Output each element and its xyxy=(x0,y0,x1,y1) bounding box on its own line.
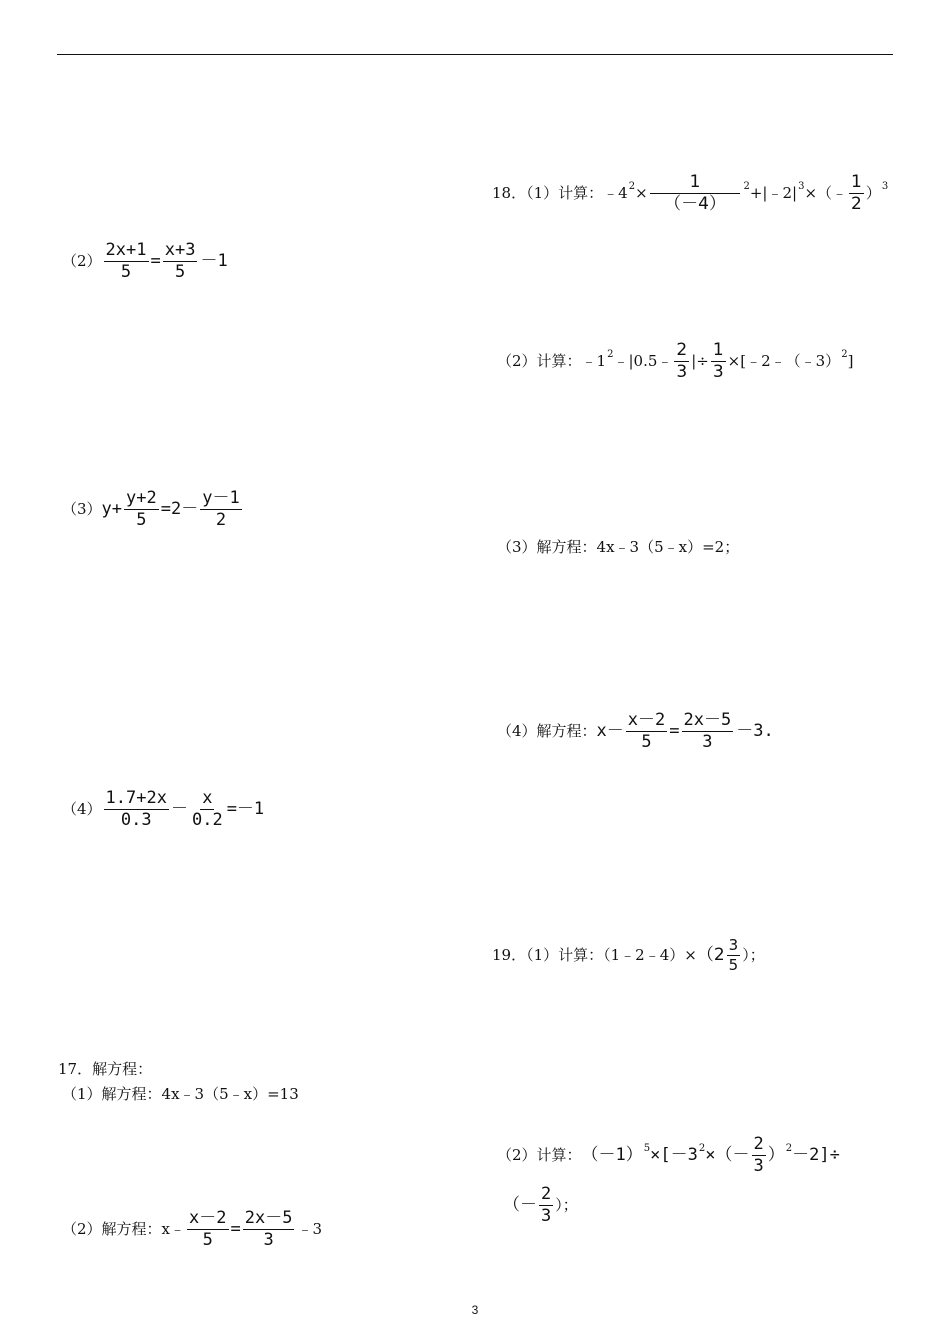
exponent: 3 xyxy=(881,180,889,192)
problem-16-3 xyxy=(62,490,244,529)
exponent: 2 xyxy=(785,1142,793,1154)
problem-18-3: （3）解方程：4x﹣3（5﹣x）=2； xyxy=(497,538,740,556)
expression-open: （－ xyxy=(503,1195,537,1215)
exponent: 2 xyxy=(607,348,614,360)
fraction xyxy=(752,1136,766,1175)
expression-tail: ） xyxy=(865,184,881,202)
item-label: （2）计算： xyxy=(497,1146,582,1164)
expression-middle: ﹣|0.5﹣ xyxy=(613,352,673,370)
expression-tail: －2]÷ xyxy=(792,1145,840,1165)
item-label: （2）解方程：x﹣ xyxy=(62,1220,186,1238)
bracket-close: ）； xyxy=(555,1196,578,1214)
fraction xyxy=(539,1186,553,1225)
denominator: 3 xyxy=(676,362,688,382)
header-rule xyxy=(57,54,893,55)
numerator: 2x－5 xyxy=(683,710,732,730)
numerator: 1 xyxy=(712,340,724,360)
equals-sign: = xyxy=(150,251,161,271)
bracket-open: （2 xyxy=(696,945,725,965)
problem-18-1 xyxy=(492,174,888,213)
numerator: y－1 xyxy=(202,488,240,508)
denominator: 5 xyxy=(120,262,132,282)
denominator: 3 xyxy=(263,1230,274,1250)
minus-sign: － xyxy=(170,799,188,819)
page-number: 3 xyxy=(471,1303,479,1317)
denominator: 2 xyxy=(215,510,227,530)
numerator: 1 xyxy=(650,174,741,194)
numerator: x－2 xyxy=(627,710,666,730)
denominator: 5 xyxy=(202,1230,213,1250)
item-label: 19．（1）计算：（1﹣2﹣4）× xyxy=(492,946,697,964)
denominator: 3 xyxy=(712,362,724,382)
item-label: （2）计算：﹣1 xyxy=(497,352,607,370)
numerator: 2x+1 xyxy=(105,240,147,260)
numerator: 2x－5 xyxy=(244,1208,293,1228)
denominator: 2 xyxy=(851,194,862,214)
fraction xyxy=(163,242,198,281)
problem-16-4 xyxy=(62,790,264,829)
problem-19-2 xyxy=(497,1136,840,1175)
numerator: x xyxy=(202,788,213,808)
problem-17-1: （1）解方程：4x﹣3（5﹣x）=13 xyxy=(62,1085,299,1103)
item-label: （4）解方程： xyxy=(497,722,597,740)
problem-18-2 xyxy=(497,342,853,381)
exponent: 2 xyxy=(698,1142,706,1154)
exponent: 2 xyxy=(628,180,636,192)
problem-19-1 xyxy=(492,938,765,973)
exponent: 5 xyxy=(643,1142,651,1154)
equals-sign: = xyxy=(669,721,680,741)
item-label: （2） xyxy=(62,252,102,270)
item-label: （3） xyxy=(62,500,102,518)
fraction xyxy=(243,1210,295,1249)
expression-lead: x－ xyxy=(596,721,624,741)
expression-tail: ﹣3 xyxy=(297,1220,323,1238)
fraction xyxy=(849,174,864,213)
expression-middle: ×（﹣ xyxy=(804,184,848,202)
numerator: 1.7+2x xyxy=(105,788,167,808)
expression-middle: +|﹣2| xyxy=(749,184,798,202)
fraction xyxy=(104,790,169,829)
expression-lead: y+ xyxy=(101,499,123,519)
numerator: 2 xyxy=(676,340,688,360)
expression-middle: ×（－ xyxy=(705,1145,750,1165)
denominator: 5 xyxy=(728,956,739,974)
times-sign: × xyxy=(635,184,648,202)
expression-middle: ×[－3 xyxy=(650,1145,698,1165)
denominator: 0.3 xyxy=(120,810,152,830)
expression-tail: －1 xyxy=(200,251,228,271)
expression-open: （－1） xyxy=(581,1145,643,1165)
denominator: 3 xyxy=(702,732,713,752)
item-label: （4） xyxy=(62,800,102,818)
numerator: x－2 xyxy=(189,1208,227,1228)
numerator: 1 xyxy=(851,172,862,192)
numerator: 3 xyxy=(728,936,739,954)
bracket-close: ）； xyxy=(742,946,765,964)
denominator: 3 xyxy=(541,1206,552,1226)
fraction xyxy=(727,938,741,973)
exponent: 2 xyxy=(743,180,750,192)
expression-middle: =2－ xyxy=(160,499,199,519)
denominator: 5 xyxy=(641,732,652,752)
fraction xyxy=(187,1210,228,1249)
fraction xyxy=(626,712,667,751)
numerator: x+3 xyxy=(164,240,196,260)
numerator: 2 xyxy=(753,1134,764,1154)
fraction xyxy=(682,712,734,751)
numerator: y+2 xyxy=(126,488,157,508)
denominator: 3 xyxy=(753,1156,764,1176)
question-17-title: 17．解方程： xyxy=(58,1060,153,1078)
bracket-close: ） xyxy=(767,1145,785,1165)
fraction xyxy=(200,490,241,529)
fraction xyxy=(190,790,225,829)
problem-16-2 xyxy=(62,242,229,281)
expression-tail: －3. xyxy=(736,721,774,741)
numerator: 2 xyxy=(541,1184,552,1204)
denominator: 5 xyxy=(174,262,186,282)
problem-17-2 xyxy=(62,1210,323,1249)
fraction xyxy=(711,342,726,381)
denominator: （－4） xyxy=(664,194,726,214)
equals-sign: = xyxy=(230,1219,241,1239)
divide-sign: |÷ xyxy=(691,352,709,370)
fraction xyxy=(650,174,741,213)
problem-19-2-continued xyxy=(503,1186,578,1225)
fraction xyxy=(104,242,149,281)
denominator: 0.2 xyxy=(191,810,223,830)
expression-end: ] xyxy=(847,352,854,370)
item-label: 18．（1）计算：﹣4 xyxy=(492,184,628,202)
exponent: 3 xyxy=(798,180,805,192)
fraction xyxy=(674,342,689,381)
exponent: 2 xyxy=(841,348,848,360)
expression-tail: =－1 xyxy=(226,799,265,819)
denominator: 5 xyxy=(136,510,147,530)
expression-tail: ×[﹣2﹣（﹣3） xyxy=(727,352,841,370)
fraction xyxy=(124,490,159,529)
problem-18-4 xyxy=(497,712,775,751)
